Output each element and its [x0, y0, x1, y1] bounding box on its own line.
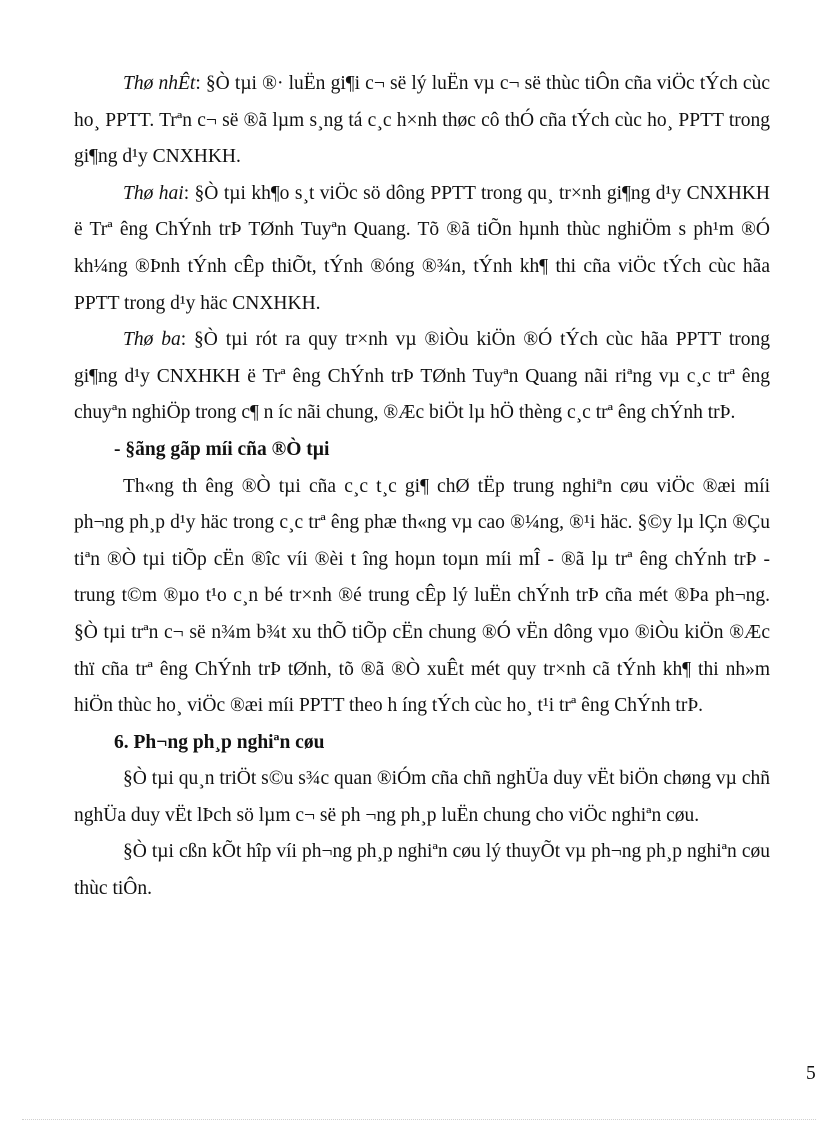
document-body [74, 66, 770, 908]
paragraph-third [74, 322, 770, 432]
paragraph-lead: Thø ba [123, 329, 181, 351]
paragraph-method-1: §Ò tµi qu¸n triÖt s©u s¾c quan ®iÓm cña chñ nghÜa duy vËt biÖn chøng vµ chñ nghÜa duy vËt lÞch sö lµm c¬ së ph ¬ng ph¸p luËn chung cho viÖc nghiªn cøu. [74, 768, 770, 826]
paragraph-first [74, 66, 770, 176]
paragraph-lead: Thø nhÊt [123, 73, 196, 94]
paragraph-lead: Thø hai [123, 182, 184, 204]
section-heading-contribution: - §ãng gãp míi cña ®Ò tµi [114, 438, 330, 460]
paragraph-text: : §Ò tµi kh¶o s¸t viÖc sö dông PPTT trong qu¸ tr×nh gi¶ng d¹y CNXHKH ë Trª êng ChÝnh trÞ TØnh Tuyªn Quang. Tõ ®ã tiÕn hµnh thùc nghiÖm s ph¹m ®Ó kh¼ng ®Þnh tÝnh cÊp thiÕt, tÝnh ®óng ®¾n, tÝnh kh¶ thi cña viÖc tÝch cùc hãa PPTT trong d¹y häc CNXHKH. [74, 182, 770, 314]
section-heading-methods: 6. Ph¬ng ph¸p nghiªn cøu [114, 731, 325, 753]
paragraph-text: : §Ò tµi ®· luËn gi¶i c¬ së lý luËn vµ c¬ së thùc tiÔn cña viÖc tÝch cùc ho¸ PPTT. Trªn c¬ së ®ã lµm s¸ng tá c¸c h×nh thøc cô thÓ cña tÝch cùc ho¸ PPTT trong gi¶ng d¹y CNXHKH. [74, 73, 770, 168]
page-bottom-divider [22, 1119, 816, 1120]
paragraph-text: : §Ò tµi rót ra quy tr×nh vµ ®iÒu kiÖn ®Ó tÝch cùc hãa PPTT trong gi¶ng d¹y CNXHKH ë Trª êng ChÝnh trÞ TØnh Tuyªn Quang nãi riªng vµ c¸c trª êng chuyªn nghiÖp trong c¶ n íc nãi chung, ®Æc biÖt lµ hÖ thèng c¸c trª êng chÝnh trÞ. [74, 329, 770, 424]
page-number: 5 [806, 1063, 816, 1084]
paragraph-second [74, 176, 770, 322]
paragraph-contribution: Th«ng th êng ®Ò tµi cña c¸c t¸c gi¶ chØ tËp trung nghiªn cøu viÖc ®æi míi ph¬ng ph¸p d¹y häc trong c¸c trª êng phæ th«ng vµ cao ®¼ng, ®¹i häc. §©y lµ lÇn ®Çu tiªn ®Ò tµi tiÕp cËn ®îc víi ®èi t îng hoµn toµn míi mÎ - ®ã lµ trª êng chÝnh trÞ - trung t©m ®µo t¹o c¸n bé tr×nh ®é trung cÊp lý luËn chÝnh trÞ cña mét ®Þa ph¬ng. §Ò tµi trªn c¬ së n¾m b¾t xu thÕ tiÕp cËn chung ®Ó vËn dông vµo ®iÒu kiÖn ®Æc thï cña trª êng ChÝnh trÞ tØnh, tõ ®ã ®Ò xuÊt mét quy tr×nh cã tÝnh kh¶ thi nh»m hiÖn thùc ho¸ viÖc ®æi míi PPTT theo h íng tÝch cùc ho¸ t¹i trª êng ChÝnh trÞ. [74, 475, 770, 717]
paragraph-method-2: §Ò tµi cßn kÕt hîp víi ph¬ng ph¸p nghiªn cøu lý thuyÕt vµ ph¬ng ph¸p nghiªn cøu thùc tiÔn. [74, 841, 770, 900]
